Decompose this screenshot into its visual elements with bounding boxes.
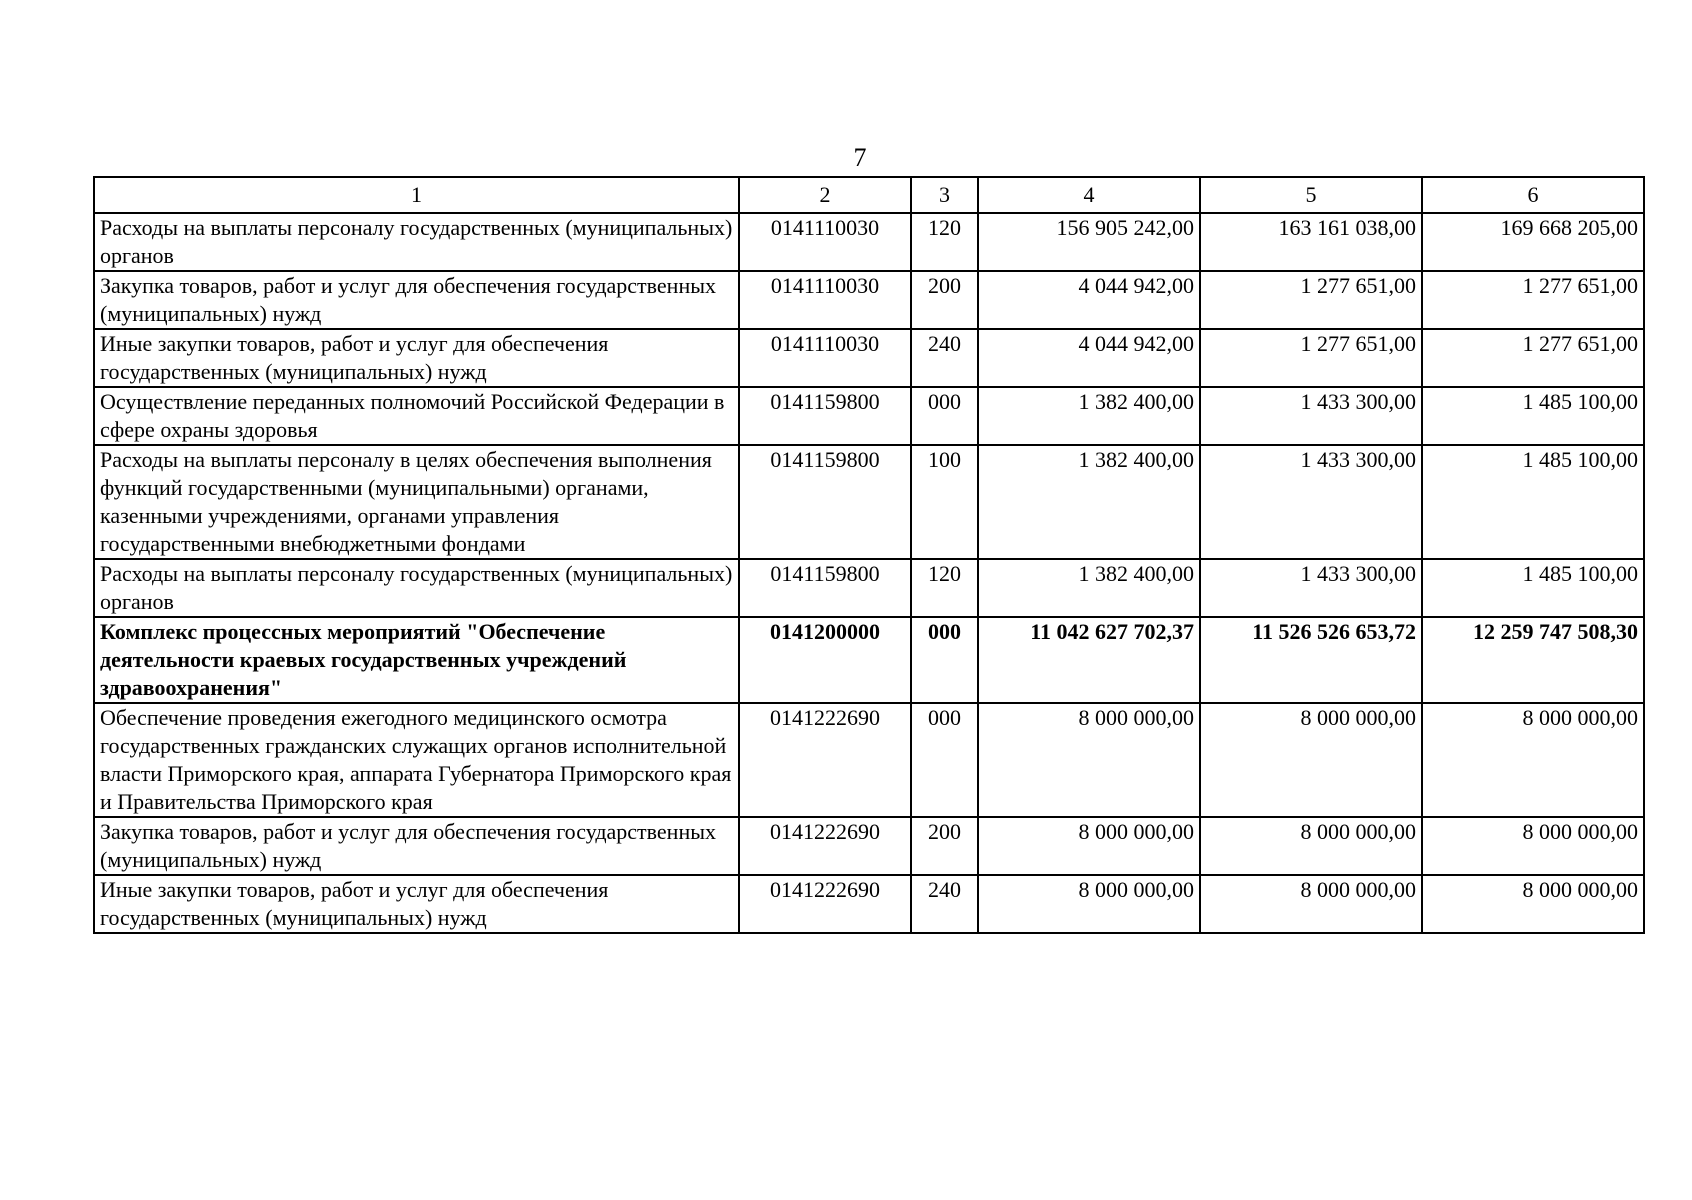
table-row [94,703,1644,817]
expense-name: Расходы на выплаты персоналу в целях обеспечения выполнения функций государственными (муниципальными) органами, казенными учреждениями, органами управления государственными внебюджетными фондами [94,445,739,559]
target-article-code: 0141159800 [739,559,911,617]
amount-col-6: 8 000 000,00 [1422,703,1644,817]
expense-name: Закупка товаров, работ и услуг для обеспечения государственных (муниципальных) нужд [94,817,739,875]
target-article-code: 0141222690 [739,875,911,933]
expense-type-code: 000 [911,387,978,445]
target-article-code: 0141110030 [739,329,911,387]
header-col-5: 5 [1200,177,1422,213]
target-article-code: 0141159800 [739,387,911,445]
amount-col-5: 1 277 651,00 [1200,329,1422,387]
amount-col-5: 1 277 651,00 [1200,271,1422,329]
expense-type-code: 100 [911,445,978,559]
amount-col-6: 169 668 205,00 [1422,213,1644,271]
amount-col-4: 1 382 400,00 [978,387,1200,445]
target-article-code: 0141222690 [739,703,911,817]
header-col-3: 3 [911,177,978,213]
amount-col-6: 8 000 000,00 [1422,817,1644,875]
amount-col-5: 163 161 038,00 [1200,213,1422,271]
amount-col-5: 1 433 300,00 [1200,445,1422,559]
expense-type-code: 120 [911,213,978,271]
amount-col-5: 8 000 000,00 [1200,875,1422,933]
amount-col-4: 8 000 000,00 [978,875,1200,933]
amount-col-5: 8 000 000,00 [1200,817,1422,875]
expense-type-code: 240 [911,329,978,387]
amount-col-4: 8 000 000,00 [978,817,1200,875]
amount-col-5: 11 526 526 653,72 [1200,617,1422,703]
expense-type-code: 240 [911,875,978,933]
expense-type-code: 200 [911,817,978,875]
amount-col-4: 8 000 000,00 [978,703,1200,817]
amount-col-5: 1 433 300,00 [1200,559,1422,617]
target-article-code: 0141110030 [739,213,911,271]
expense-name: Расходы на выплаты персоналу государственных (муниципальных) органов [94,213,739,271]
amount-col-4: 156 905 242,00 [978,213,1200,271]
header-col-1: 1 [94,177,739,213]
amount-col-4: 4 044 942,00 [978,271,1200,329]
amount-col-6: 1 485 100,00 [1422,559,1644,617]
expense-name: Обеспечение проведения ежегодного медицинского осмотра государственных гражданских служащих органов исполнительной власти Приморского края, аппарата Губернатора Приморского края и Правительства Приморского края [94,703,739,817]
expense-type-code: 000 [911,703,978,817]
expense-name: Комплекс процессных мероприятий "Обеспечение деятельности краевых государственных учреждений здравоохранения" [94,617,739,703]
table-row [94,445,1644,559]
header-row [94,177,1644,213]
budget-table [93,176,1645,934]
amount-col-4: 1 382 400,00 [978,559,1200,617]
expense-type-code: 000 [911,617,978,703]
table-row [94,817,1644,875]
table-row [94,387,1644,445]
amount-col-5: 8 000 000,00 [1200,703,1422,817]
amount-col-4: 1 382 400,00 [978,445,1200,559]
table-row [94,213,1644,271]
expense-name: Иные закупки товаров, работ и услуг для обеспечения государственных (муниципальных) нужд [94,875,739,933]
amount-col-6: 1 277 651,00 [1422,329,1644,387]
table-row [94,559,1644,617]
amount-col-6: 1 277 651,00 [1422,271,1644,329]
table-row [94,875,1644,933]
amount-col-6: 1 485 100,00 [1422,387,1644,445]
expense-name: Расходы на выплаты персоналу государственных (муниципальных) органов [94,559,739,617]
amount-col-4: 11 042 627 702,37 [978,617,1200,703]
amount-col-6: 12 259 747 508,30 [1422,617,1644,703]
expense-name: Иные закупки товаров, работ и услуг для обеспечения государственных (муниципальных) нужд [94,329,739,387]
expense-type-code: 120 [911,559,978,617]
expense-name: Закупка товаров, работ и услуг для обеспечения государственных (муниципальных) нужд [94,271,739,329]
table-row [94,329,1644,387]
amount-col-4: 4 044 942,00 [978,329,1200,387]
table-row [94,271,1644,329]
header-col-2: 2 [739,177,911,213]
table-header [94,177,1644,213]
table-body [94,213,1644,933]
target-article-code: 0141222690 [739,817,911,875]
expense-name: Осуществление переданных полномочий Российской Федерации в сфере охраны здоровья [94,387,739,445]
table-row [94,617,1644,703]
page-number: 7 [853,143,867,172]
amount-col-6: 8 000 000,00 [1422,875,1644,933]
header-col-6: 6 [1422,177,1644,213]
amount-col-5: 1 433 300,00 [1200,387,1422,445]
header-col-4: 4 [978,177,1200,213]
expense-type-code: 200 [911,271,978,329]
target-article-code: 0141200000 [739,617,911,703]
amount-col-6: 1 485 100,00 [1422,445,1644,559]
target-article-code: 0141159800 [739,445,911,559]
target-article-code: 0141110030 [739,271,911,329]
